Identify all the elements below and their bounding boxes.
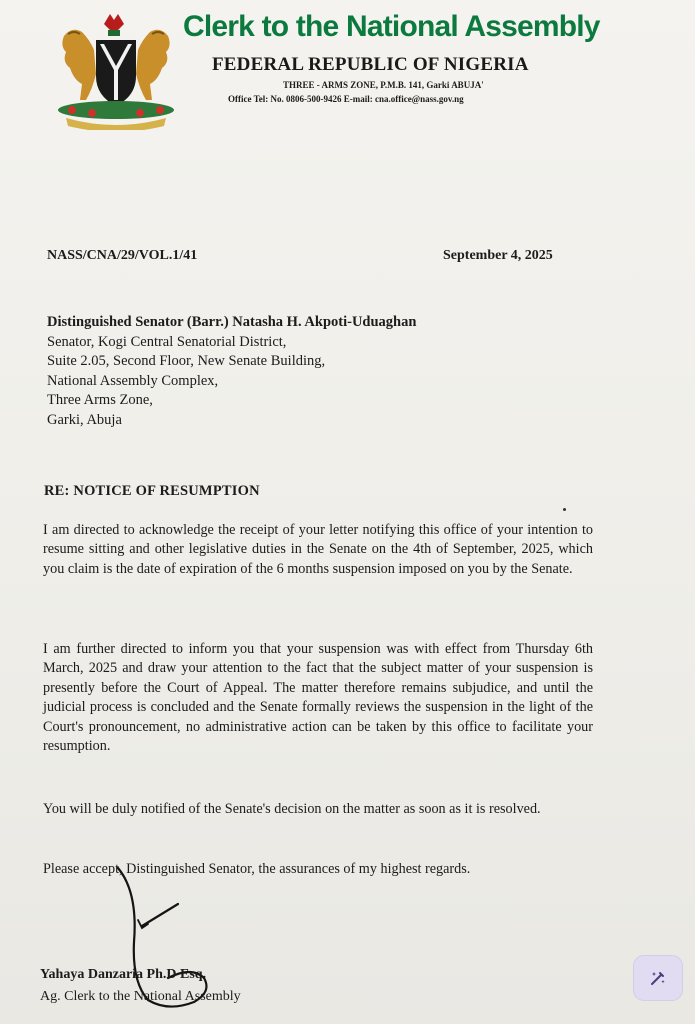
reference-number: NASS/CNA/29/VOL.1/41 (47, 248, 198, 263)
recipient-address-line: Senator, Kogi Central Senatorial District, (47, 333, 287, 350)
letter-date: September 4, 2025 (443, 248, 553, 263)
letterhead-contact: Office Tel: No. 0806-500-9426 E-mail: cna.office@nass.gov.ng (228, 94, 464, 104)
recipient-address-line: Suite 2.05, Second Floor, New Senate Building, (47, 353, 326, 370)
recipient-address-line: Three Arms Zone, (47, 392, 153, 409)
signatory-name: Yahaya Danzaria Ph.D Esq. (40, 967, 207, 982)
recipient-name: Distinguished Senator (Barr.) Natasha H. Akpoti-Uduaghan (47, 314, 417, 330)
letterhead-title: Clerk to the National Assembly (183, 10, 600, 43)
signatory-title: Ag. Clerk to the National Assembly (40, 989, 241, 1004)
closing-line: Please accept, Distinguished Senator, the assurances of my highest regards. (43, 861, 471, 877)
magic-edit-button[interactable] (633, 955, 683, 1001)
body-paragraph: I am further directed to inform you that your suspension was with effect from Thursday 6th March, 2025 and draw your attention to the fact that the subject matter of your suspension is presently before the Court of Appeal. The matter therefore remains subjudice, and until the judicial process is concluded and the Senate formally reviews the suspension in the light of the Court's pronouncement, no administrative action can be taken by this office to facilitate your resumption. (43, 641, 593, 755)
body-paragraph: I am directed to acknowledge the receipt of your letter notifying this office of your intention to resume sitting and other legislative duties in the Senate on the 4th of September, 2025, which you claim is the date of expiration of the 6 months suspension imposed on you by the Senate. (43, 522, 593, 577)
letterhead-subtitle: FEDERAL REPUBLIC OF NIGERIA (212, 54, 529, 75)
letter-subject: RE: NOTICE OF RESUMPTION (44, 483, 260, 499)
nigeria-coat-of-arms-icon (52, 10, 180, 130)
letterhead-address: THREE - ARMS ZONE, P.M.B. 141, Garki ABUJA' (283, 80, 484, 90)
recipient-address-line: National Assembly Complex, (47, 372, 219, 389)
magic-edit-icon (648, 968, 668, 988)
stray-mark (563, 508, 566, 511)
body-paragraph: You will be duly notified of the Senate's decision on the matter as soon as it is resolved. (43, 801, 541, 817)
recipient-address (47, 313, 416, 431)
recipient-address-line: Garki, Abuja (47, 411, 122, 428)
